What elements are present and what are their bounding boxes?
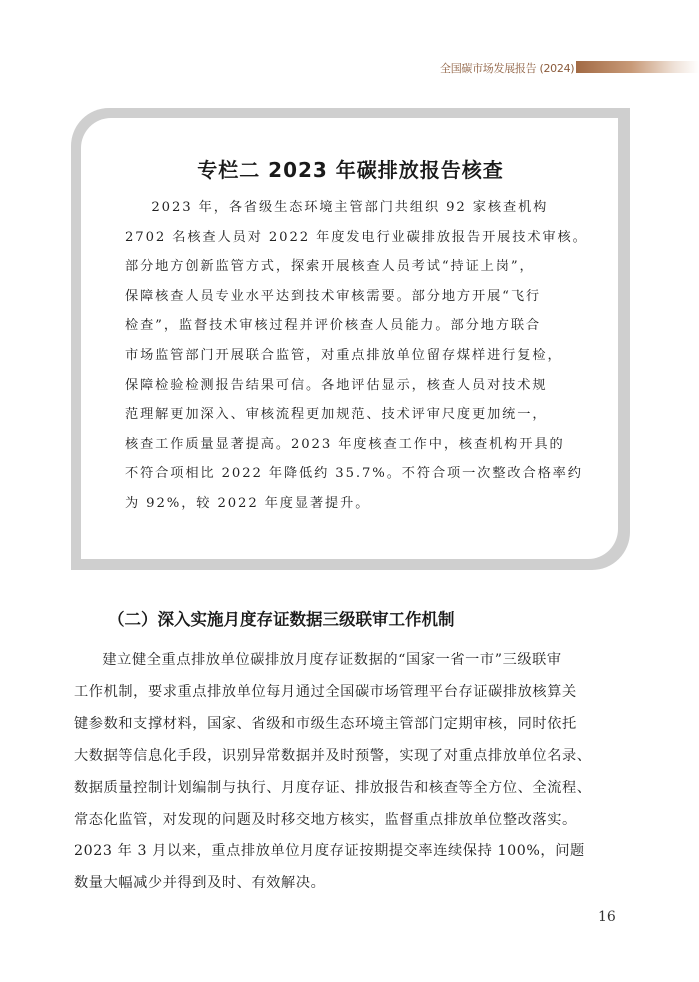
body-line: 2702 名核查人员对 2022 年度发电行业碳排放报告开展技术审核。 xyxy=(125,229,588,245)
header-gradient-bar xyxy=(576,61,699,73)
body-line: 检查”，监督技术审核过程并评价核查人员能力。部分地方联合 xyxy=(125,318,542,334)
body-line: 市场监管部门开展联合监管，对重点排放单位留存煤样进行复检， xyxy=(125,347,563,363)
body-line: 保障检验检测报告结果可信。各地评估显示，核查人员对技术规 xyxy=(125,377,548,393)
section-heading: （二）深入实施月度存证数据三级联审工作机制 xyxy=(108,610,455,629)
sidebar-box-title: 专栏二 2023 年碳排放报告核查 xyxy=(197,158,504,182)
body-line: 数量大幅减少并得到及时、有效解决。 xyxy=(74,875,326,892)
body-line: 键参数和支撑材料，国家、省级和市级生态环境主管部门定期审核，同时依托 xyxy=(74,715,577,732)
body-line: 2023 年，各省级生态环境主管部门共组织 92 家核查机构 xyxy=(151,200,549,215)
body-line: 大数据等信息化手段，识别异常数据并及时预警，实现了对重点排放单位名录、 xyxy=(74,747,592,764)
body-line: 不符合项相比 2022 年降低约 35.7%。不符合项一次整改合格率约 xyxy=(125,466,583,482)
body-line: 2023 年 3 月以来，重点排放单位月度存证按期提交率连续保持 100%，问题 xyxy=(74,843,585,860)
body-line: 部分地方创新监管方式，探索开展核查人员考试“持证上岗”， xyxy=(125,259,535,275)
body-line: 数据质量控制计划编制与执行、月度存证、排放报告和核查等全方位、全流程、 xyxy=(74,779,592,796)
body-line: 工作机制，要求重点排放单位每月通过全国碳市场管理平台存证碳排放核算关 xyxy=(74,683,577,700)
page-number: 16 xyxy=(598,909,616,925)
sidebar-box-body xyxy=(125,193,587,519)
section-body xyxy=(74,645,634,900)
body-line: 保障核查人员专业水平达到技术审核需要。部分地方开展“飞行 xyxy=(125,288,542,304)
body-line: 核查工作质量显著提高。2023 年度核查工作中，核查机构开具的 xyxy=(125,436,565,452)
body-line: 常态化监管，对发现的问题及时移交地方核实，监督重点排放单位整改落实。 xyxy=(74,811,577,828)
body-line: 范理解更加深入、审核流程更加规范、技术评审尺度更加统一， xyxy=(125,407,548,423)
body-line: 为 92%，较 2022 年度显著提升。 xyxy=(125,495,371,511)
body-line: 建立健全重点排放单位碳排放月度存证数据的“国家一省一市”三级联审 xyxy=(102,652,562,668)
running-header-title: 全国碳市场发展报告 (2024) xyxy=(440,62,575,75)
